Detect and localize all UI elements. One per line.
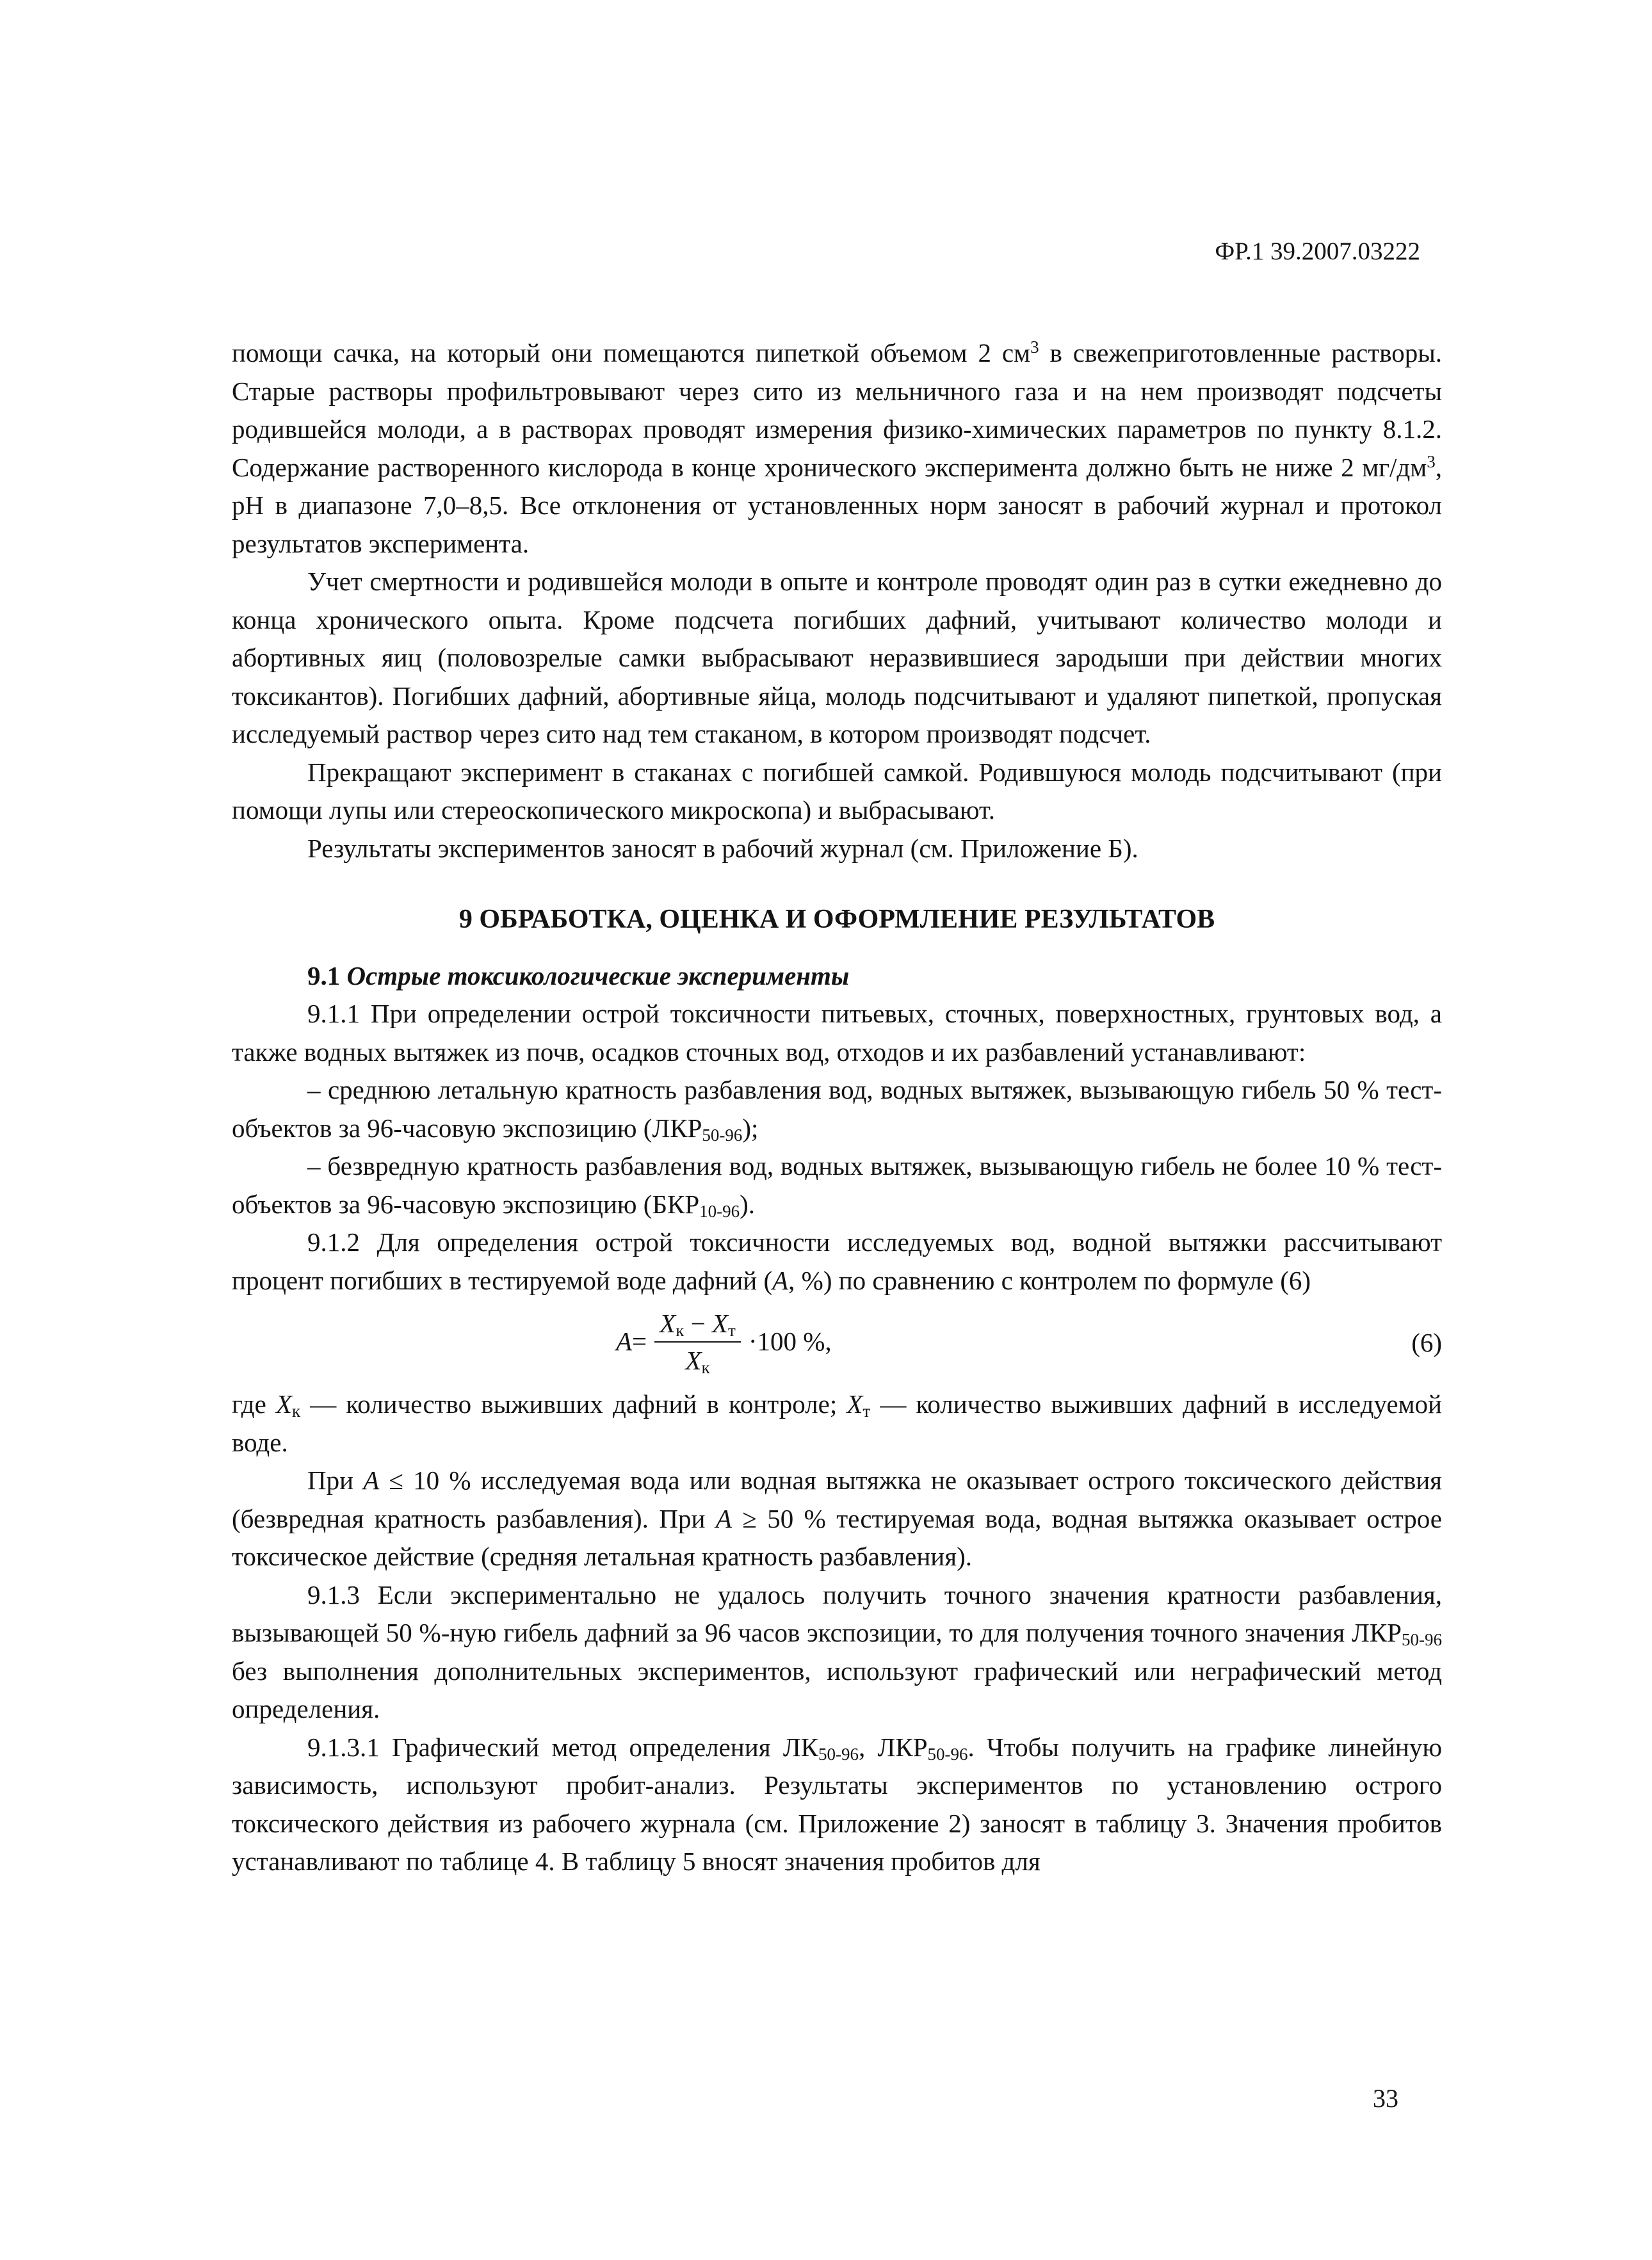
formula-6 (232, 1302, 1442, 1382)
formula-fraction (654, 1307, 741, 1377)
list-item: – среднюю летальную кратность разбавления вод, водных вытяжек, вызывающую гибель 50 % тест-объектов за 96-часовую экспозицию $(ЛКР_{50-96})$; (232, 1075, 1442, 1145)
paragraph: 9.1.3 Если экспериментально не удалось получить точного значения кратности разбавления, вызывающей 50 %-ную гибель дафний за 96 часов экспозиции, то для получения точного значения $ЛКР_{50-96}$ без выполнения дополнительных экспериментов, используют графический или неграфический метод определения. (232, 1579, 1442, 1723)
formula-expression: A = $\frac{X_к - X_т}{X_к}$ ·100 %, (616, 1302, 832, 1382)
list-item: – безвредную кратность разбавления вод, водных вытяжек, вызывающую гибель не более 10 % тест-объектов за 96-часовую экспозицию $(БКР_{10-96})$. (232, 1151, 1442, 1221)
formula-denominator: $X_к$ (685, 1346, 710, 1377)
page-number: 33 (1373, 2084, 1398, 2113)
paragraph: где $X_к$ — количество выживших дафний в контроле; $X_т$ — количество выживших дафний в исследуемой воде. (232, 1389, 1442, 1457)
paragraph: 9.1.3.1 Графический метод определения $ЛК_{50-96}$, $ЛКР_{50-96}$. Чтобы получить на графике линейную зависимость, используют пробит-анализ. Результаты экспериментов по установлению острого токсического действия из рабочего журнала (см. Приложение 2) заносят в таблицу 3. Значения пробитов устанавливают по таблице 4. В таблицу 5 вносят значения пробитов для (232, 1732, 1442, 1876)
paragraph: Результаты экспериментов заносят в рабочий журнал (см. Приложение Б). (307, 833, 1138, 863)
paragraph: При A ≤ 10 % исследуемая вода или водная вытяжка не оказывает острого токсического действия (безвредная кратность разбавления). При A ≥ 50 % тестируемая вода, водная вытяжка оказывает острое токсическое действие (средняя летальная кратность разбавления). (232, 1465, 1442, 1571)
paragraph: 9.1.1 При определении острой токсичности питьевых, сточных, поверхностных, грунтовых вод, а также водных вытяжек из почв, осадков сточных вод, отходов и их разбавлений устанавливают: (232, 999, 1442, 1067)
body-text (232, 334, 1442, 1881)
section-title: 9 ОБРАБОТКА, ОЦЕНКА И ОФОРМЛЕНИЕ РЕЗУЛЬТАТОВ (458, 905, 1215, 934)
paragraph: Учет смертности и родившейся молоди в опыте и контроле проводят один раз в сутки ежедневно до конца хронического опыта. Кроме подсчета погибших дафний, учитывают количество молоди и абортивных яиц (половозрелые самки выбрасывают неразвившиеся зародыши при действии многих токсикантов). Погибших дафний, абортивные яйца, молодь подсчитывают и удаляют пипеткой, пропуская исследуемый раствор через сито над тем стаканом, в котором производят подсчет. (232, 567, 1442, 748)
subsection-heading: 9.1 Острые токсикологические эксперименты (307, 960, 850, 990)
formula-numerator: $X_к - X_т$ (654, 1307, 741, 1343)
paragraph: 9.1.2 Для определения острой токсичности исследуемых вод, водной вытяжки рассчитывают процент погибших в тестируемой воде дафний (A, %) по сравнению с контролем по формуле (6) (232, 1227, 1442, 1295)
formula-number: (6) (1411, 1328, 1442, 1357)
paragraph: помощи сачка, на который они помещаются пипеткой объемом 2 $см^3$ в свежеприготовленные растворы. Старые растворы профильтровывают через сито из мельничного газа и на нем производят подсчеты родившейся молоди, а в растворах проводят измерения физико-химических параметров по пункту 8.1.2. Содержание растворенного кислорода в конце хронического эксперимента должно быть не ниже 2 $мг/дм^3$, pH в диапазоне 7,0–8,5. Все отклонения от установленных норм заносят в рабочий журнал и протокол результатов эксперимента. (232, 337, 1442, 558)
paragraph: Прекращают эксперимент в стаканах с погибшей самкой. Родившуюся молодь подсчитывают (при помощи лупы или стереоскопического микроскопа) и выбрасывают. (232, 757, 1442, 825)
document-code: ФР.1 39.2007.03222 (1215, 238, 1420, 265)
